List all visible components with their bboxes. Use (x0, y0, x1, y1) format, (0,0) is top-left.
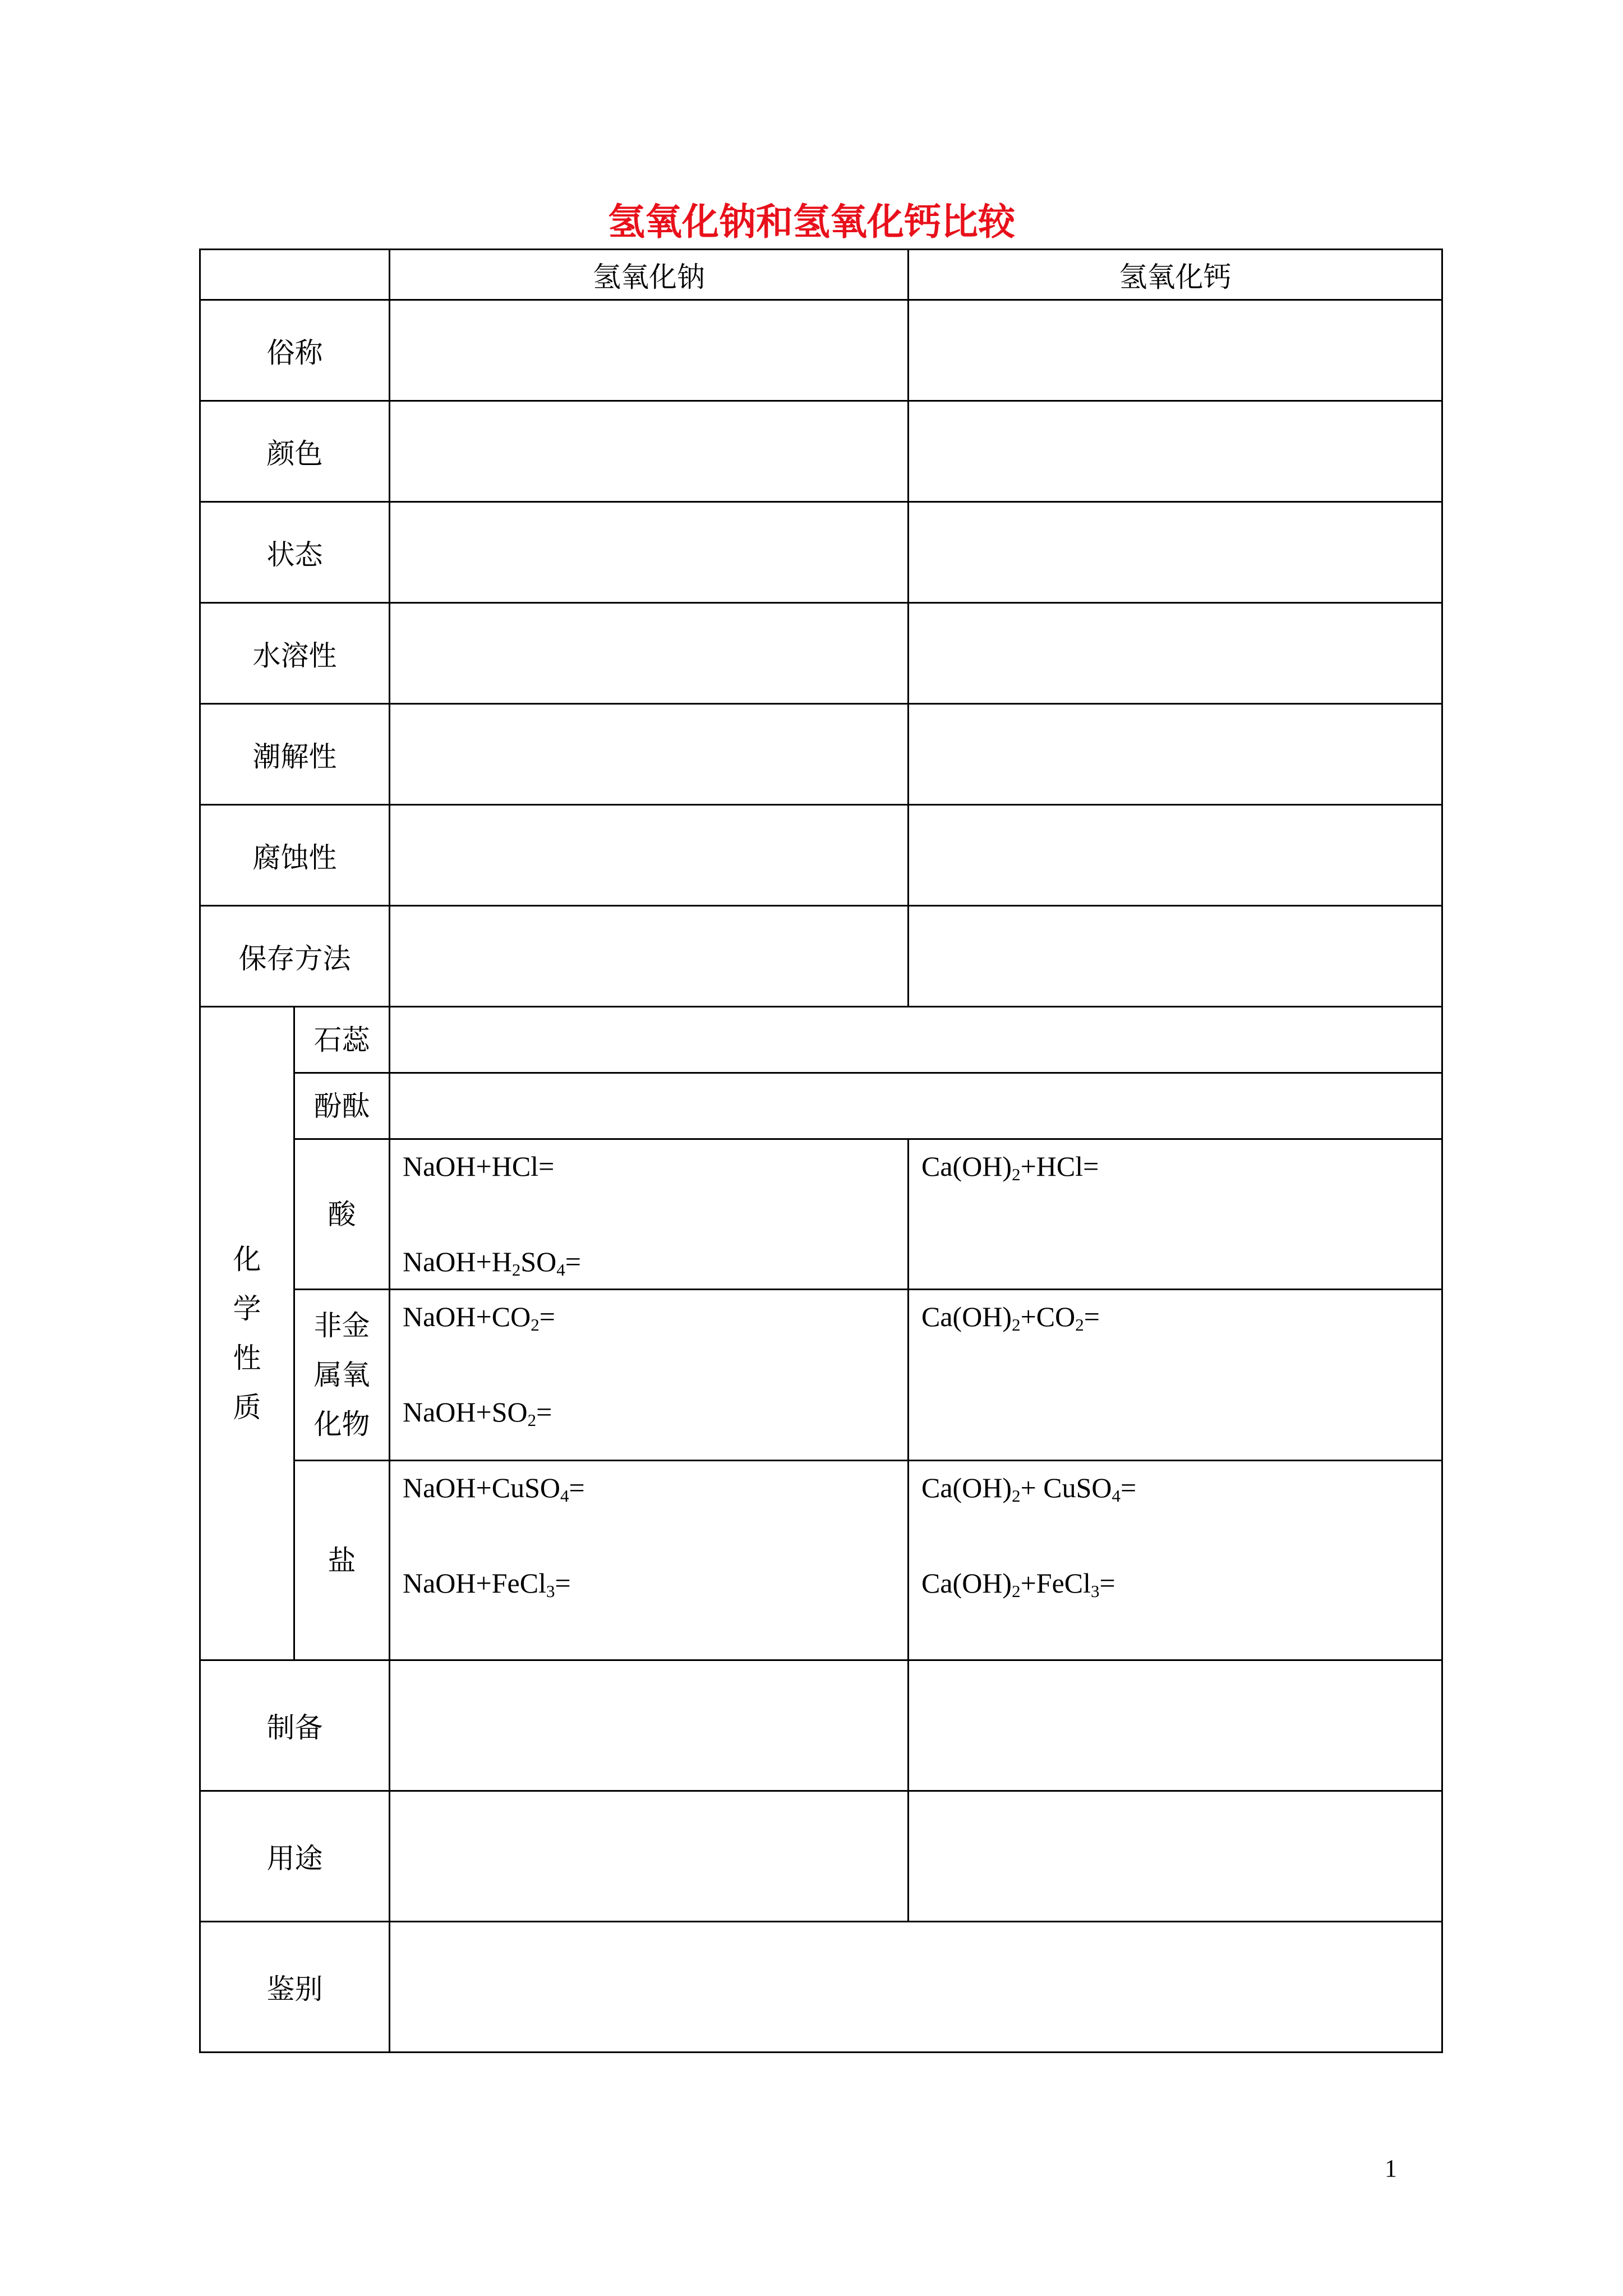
group-char: 质 (233, 1391, 261, 1424)
row-deliquescence (200, 704, 1442, 805)
equation-text: NaOH+CO (403, 1301, 531, 1332)
equation-text: = (1121, 1472, 1137, 1503)
equation-naoh-so2 (390, 1334, 907, 1429)
header-naoh: 氢氧化钠 (390, 250, 909, 300)
cell-naoh-acid[interactable] (390, 1139, 909, 1290)
cell-caoh2-acid[interactable] (909, 1139, 1442, 1290)
equation-text: Ca(OH) (921, 1567, 1012, 1599)
equation-text: = (555, 1567, 571, 1599)
header-caoh2: 氢氧化钙 (909, 250, 1442, 300)
cell-naoh-corrosiveness[interactable] (390, 805, 909, 906)
subscript: 3 (546, 1581, 555, 1601)
label-corrosiveness: 腐蚀性 (200, 805, 390, 906)
row-identification (200, 1922, 1442, 2053)
subscript: 2 (1012, 1164, 1021, 1184)
equation-text: +CO (1020, 1301, 1076, 1332)
equation-text: NaOH+FeCl (403, 1567, 546, 1599)
cell-caoh2-storage[interactable] (909, 906, 1442, 1007)
row-phenolphthalein (200, 1073, 1442, 1139)
row-preparation (200, 1660, 1442, 1791)
label-salt: 盐 (294, 1461, 390, 1660)
row-alias (200, 300, 1442, 401)
equation-caoh2-hcl (909, 1140, 1441, 1184)
row-uses (200, 1791, 1442, 1922)
cell-caoh2-preparation[interactable] (909, 1660, 1442, 1791)
equation-text: +FeCl (1020, 1567, 1091, 1599)
cell-naoh-color[interactable] (390, 401, 909, 502)
row-corrosiveness (200, 805, 1442, 906)
subscript: 2 (527, 1410, 537, 1430)
subscript: 2 (511, 1259, 521, 1280)
cell-caoh2-state[interactable] (909, 502, 1442, 603)
equation-text: NaOH+H (403, 1246, 512, 1277)
row-solubility (200, 603, 1442, 704)
equation-text: = (1099, 1567, 1115, 1599)
cell-caoh2-salt[interactable] (909, 1461, 1442, 1660)
equation-naoh-fecl3 (390, 1505, 907, 1600)
page-number: 1 (1385, 2155, 1397, 2182)
subscript: 2 (531, 1314, 540, 1335)
row-storage (200, 906, 1442, 1007)
equation-text: = (565, 1246, 581, 1277)
row-color (200, 401, 1442, 502)
cell-naoh-uses[interactable] (390, 1791, 909, 1922)
label-color: 颜色 (200, 401, 390, 502)
label-line: 化物 (313, 1408, 370, 1441)
cell-caoh2-corrosiveness[interactable] (909, 805, 1442, 906)
label-identification: 鉴别 (200, 1922, 390, 2053)
equation-text: NaOH+HCl= (403, 1151, 555, 1182)
cell-naoh-state[interactable] (390, 502, 909, 603)
label-line: 非金 (313, 1309, 370, 1342)
label-chemical-properties (200, 1007, 294, 1660)
equation-text: = (536, 1396, 552, 1428)
label-alias: 俗称 (200, 300, 390, 401)
equation-text: = (539, 1301, 555, 1332)
cell-naoh-preparation[interactable] (390, 1660, 909, 1791)
cell-naoh-alias[interactable] (390, 300, 909, 401)
group-char: 化 (233, 1243, 261, 1276)
equation-text: Ca(OH) (921, 1151, 1012, 1182)
group-char: 性 (233, 1342, 261, 1374)
equation-naoh-h2so4 (390, 1184, 907, 1279)
cell-phenolphthalein[interactable] (390, 1073, 1442, 1139)
cell-caoh2-color[interactable] (909, 401, 1442, 502)
label-uses: 用途 (200, 1791, 390, 1922)
header-row (200, 250, 1442, 300)
equation-text: = (569, 1472, 585, 1503)
equation-caoh2-cuso4 (909, 1461, 1441, 1505)
row-state (200, 502, 1442, 603)
label-acid: 酸 (294, 1139, 390, 1290)
cell-caoh2-solubility[interactable] (909, 603, 1442, 704)
equation-naoh-cuso4 (390, 1461, 907, 1505)
equation-text: SO (520, 1246, 557, 1277)
cell-naoh-salt[interactable] (390, 1461, 909, 1660)
label-state: 状态 (200, 502, 390, 603)
label-solubility: 水溶性 (200, 603, 390, 704)
label-phenolphthalein: 酚酞 (294, 1073, 390, 1139)
row-nonmetal-oxide (200, 1290, 1442, 1461)
equation-text: + CuSO (1020, 1472, 1112, 1503)
document-title: 氢氧化钠和氢氧化钙比较 (608, 200, 1015, 243)
cell-identification[interactable] (390, 1922, 1442, 2053)
equation-caoh2-co2 (909, 1290, 1441, 1334)
row-salt (200, 1461, 1442, 1660)
cell-caoh2-uses[interactable] (909, 1791, 1442, 1922)
subscript: 2 (1012, 1485, 1021, 1506)
cell-caoh2-alias[interactable] (909, 300, 1442, 401)
label-litmus: 石蕊 (294, 1007, 390, 1073)
equation-text: +HCl= (1020, 1151, 1099, 1182)
equation-naoh-co2 (390, 1290, 907, 1334)
label-storage: 保存方法 (200, 906, 390, 1007)
comparison-table (199, 249, 1443, 2053)
equation-text: NaOH+CuSO (403, 1472, 560, 1503)
cell-litmus[interactable] (390, 1007, 1442, 1073)
equation-text: = (1083, 1301, 1100, 1332)
label-preparation: 制备 (200, 1660, 390, 1791)
cell-caoh2-deliquescence[interactable] (909, 704, 1442, 805)
row-acid (200, 1139, 1442, 1290)
subscript: 3 (1091, 1581, 1100, 1601)
header-empty-cell (200, 250, 390, 300)
cell-naoh-solubility[interactable] (390, 603, 909, 704)
cell-naoh-nonmetal-oxide[interactable] (390, 1290, 909, 1461)
cell-naoh-deliquescence[interactable] (390, 704, 909, 805)
equation-naoh-hcl (390, 1140, 907, 1184)
equation-caoh2-fecl3 (909, 1505, 1441, 1600)
row-litmus (200, 1007, 1442, 1073)
subscript: 2 (1075, 1314, 1084, 1335)
subscript: 4 (556, 1259, 565, 1280)
subscript: 2 (1012, 1581, 1021, 1601)
label-nonmetal-oxide (294, 1290, 390, 1461)
equation-text: Ca(OH) (921, 1301, 1012, 1332)
subscript: 4 (1112, 1485, 1121, 1506)
subscript: 4 (560, 1485, 569, 1506)
cell-caoh2-nonmetal-oxide[interactable] (909, 1290, 1442, 1461)
subscript: 2 (1012, 1314, 1021, 1335)
equation-text: NaOH+SO (403, 1396, 528, 1428)
label-line: 属氧 (313, 1359, 370, 1391)
label-deliquescence: 潮解性 (200, 704, 390, 805)
group-char: 学 (233, 1292, 261, 1325)
cell-naoh-storage[interactable] (390, 906, 909, 1007)
equation-text: Ca(OH) (921, 1472, 1012, 1503)
